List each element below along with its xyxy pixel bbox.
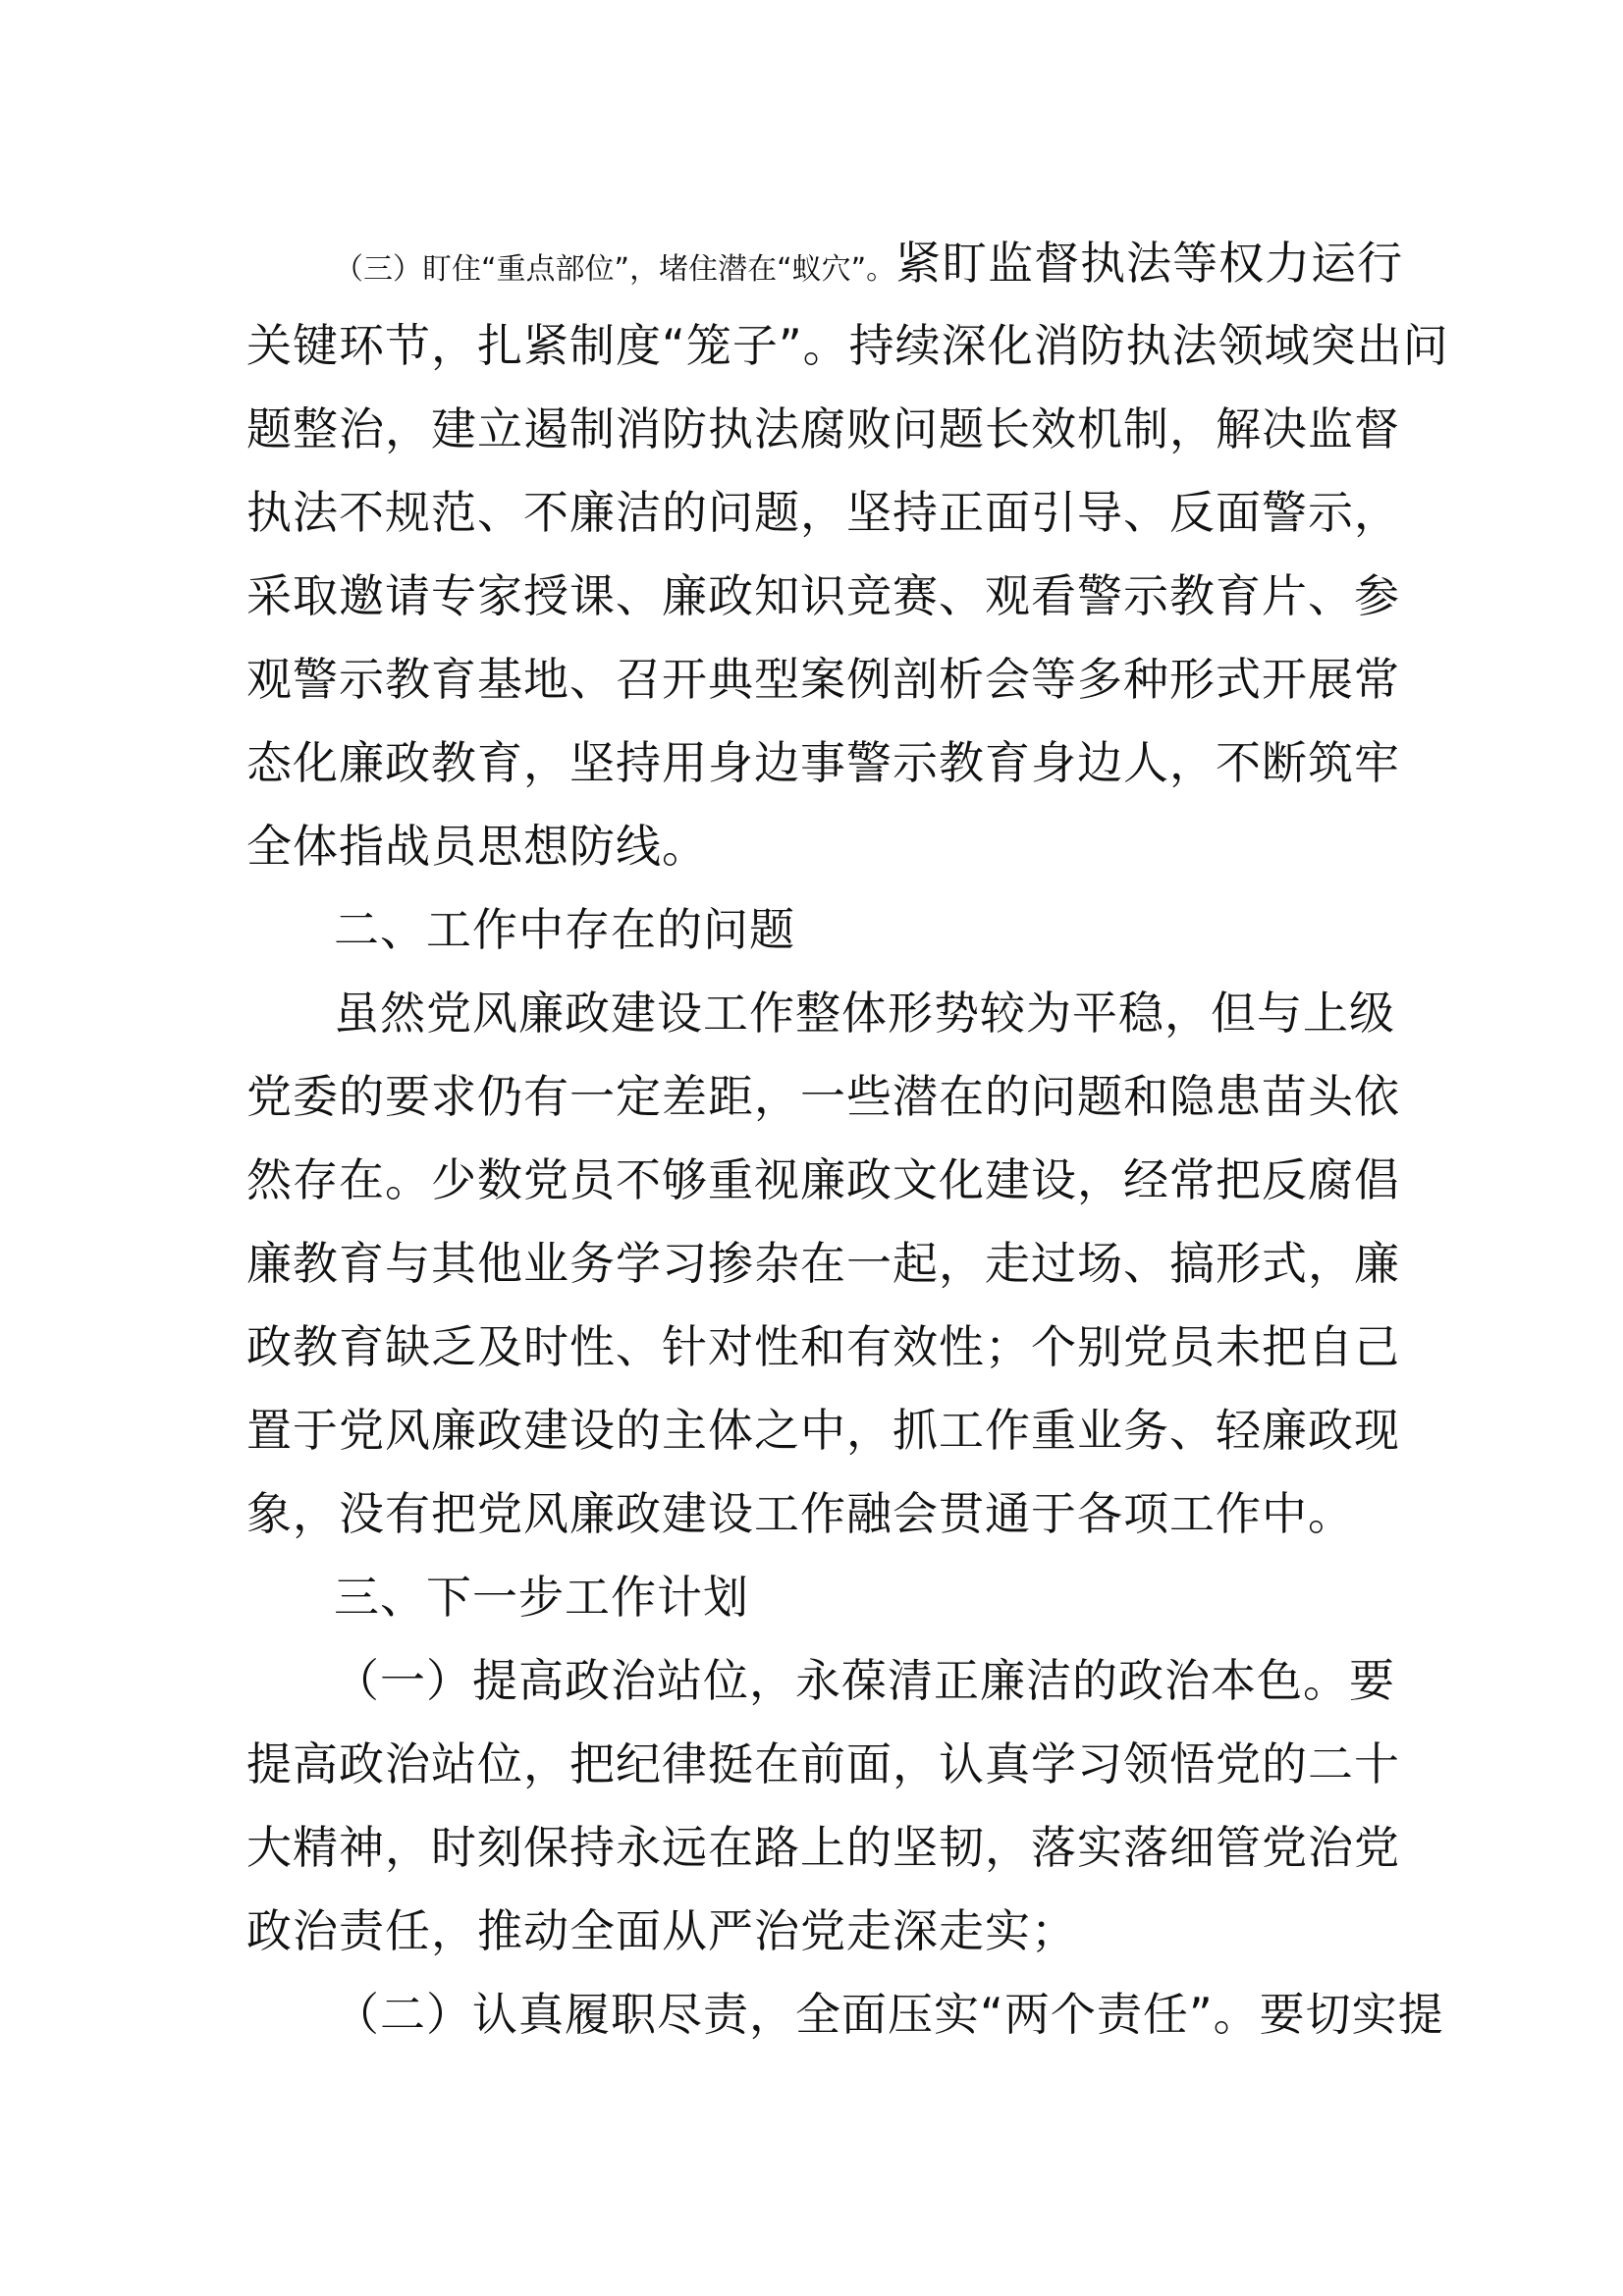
paragraph-line-12: 然存在。少数党员不够重视廉政文化建设，经常把反腐倡 <box>246 1153 1400 1206</box>
paragraph-line-18: （一）提高政治站位，永葆清正廉洁的政治本色。要 <box>334 1654 1395 1707</box>
paragraph-line-4: 执法不规范、不廉洁的问题，坚持正面引导、反面警示， <box>246 486 1400 539</box>
paragraph-line-22: （二）认真履职尽责，全面压实“两个责任”。要切实提 <box>334 1988 1444 2041</box>
paragraph-line-3: 题整治，建立遏制消防执法腐败问题长效机制，解决监督 <box>246 402 1400 455</box>
paragraph-line-1 <box>334 234 1403 299</box>
paragraph-line-15: 置于党风廉政建设的主体之中，抓工作重业务、轻廉政现 <box>246 1404 1400 1457</box>
paragraph-line-11: 党委的要求仍有一定差距，一些潜在的问题和隐患苗头依 <box>246 1070 1400 1123</box>
paragraph-line-10: 虽然党风廉政建设工作整体形势较为平稳，但与上级 <box>334 987 1395 1040</box>
paragraph-line-7: 态化廉政教育，坚持用身边事警示教育身边人，不断筑牢 <box>246 736 1400 789</box>
paragraph-line-13: 廉教育与其他业务学习掺杂在一起，走过场、搞形式，廉 <box>246 1237 1400 1290</box>
paragraph-line-2: 关键环节，扎紧制度“笼子”。持续深化消防执法领域突出问 <box>246 319 1449 372</box>
paragraph-line-16: 象，没有把党风廉政建设工作融会贯通于各项工作中。 <box>246 1487 1354 1540</box>
paragraph-line-6: 观警示教育基地、召开典型案例剖析会等多种形式开展常 <box>246 653 1400 706</box>
paragraph-line-8: 全体指战员思想防线。 <box>246 820 708 873</box>
paragraph-line-20: 大精神，时刻保持永远在路上的坚韧，落实落细管党治党 <box>246 1821 1400 1874</box>
section-heading-2: 二、工作中存在的问题 <box>334 903 795 956</box>
section-3-heading: （三）盯住“重点部位”，堵住潜在“蚁穴”。 <box>334 252 896 287</box>
paragraph-line-14: 政教育缺乏及时性、针对性和有效性；个别党员未把自己 <box>246 1320 1400 1373</box>
section-3-text-start: 紧盯监督执法等权力运行 <box>895 237 1404 290</box>
section-heading-3: 三、下一步工作计划 <box>334 1571 749 1624</box>
paragraph-line-21: 政治责任，推动全面从严治党走深走实； <box>246 1904 1077 1957</box>
paragraph-line-5: 采取邀请专家授课、廉政知识竞赛、观看警示教育片、参 <box>246 569 1400 622</box>
paragraph-line-19: 提高政治站位，把纪律挺在前面，认真学习领悟党的二十 <box>246 1737 1400 1790</box>
